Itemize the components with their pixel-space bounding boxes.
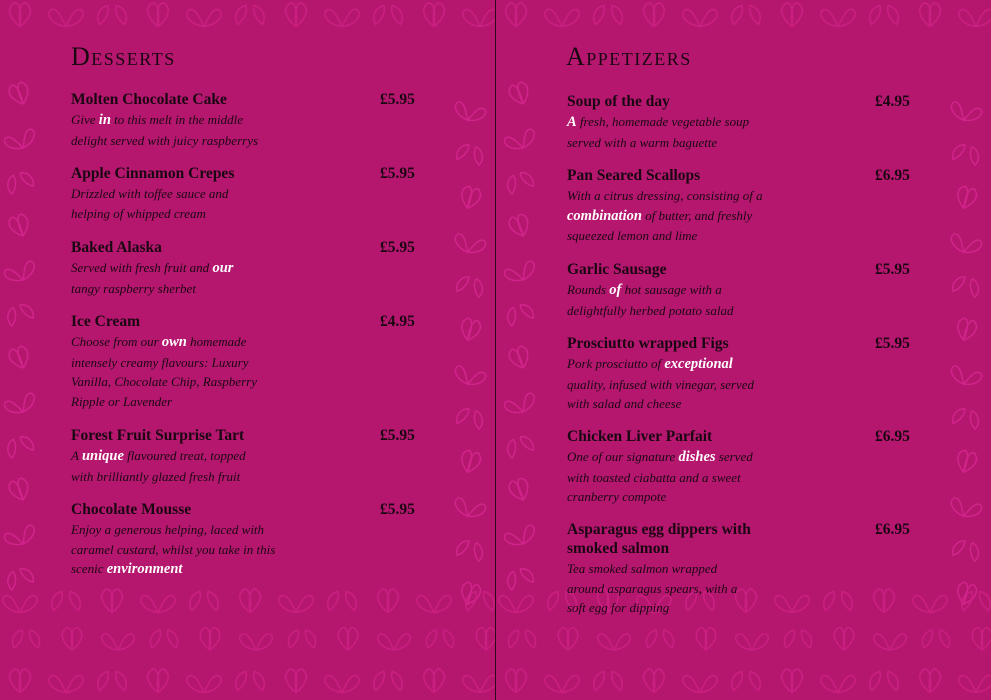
- description-text: Served with fresh fruit and: [71, 260, 213, 275]
- item-description: [71, 446, 271, 486]
- desserts-page: [0, 0, 495, 700]
- item-name: Chicken Liver Parfait: [567, 428, 713, 445]
- item-description: [567, 559, 752, 618]
- description-text: Pork prosciutto of: [567, 356, 665, 371]
- item-name: Prosciutto wrapped Figs: [567, 335, 729, 352]
- description-text: served with toasted ciabatta and a sweet cranberry compote: [567, 449, 753, 505]
- menu-item-baked-alaska: [71, 238, 431, 298]
- menu-item-chocolate-mousse: [71, 500, 431, 580]
- item-description: [567, 447, 762, 507]
- description-text: A: [71, 448, 82, 463]
- item-name: Ice Cream: [71, 313, 141, 330]
- item-price: £5.95: [380, 501, 415, 518]
- item-description: [71, 110, 276, 150]
- item-name: Baked Alaska: [71, 239, 162, 256]
- item-price: £5.95: [875, 335, 910, 352]
- menu-item-soup-of-the-day: [567, 92, 927, 152]
- item-name: Pan Seared Scallops: [567, 167, 701, 184]
- item-description: [567, 112, 757, 152]
- item-description: [71, 258, 251, 298]
- description-text: homemade intensely creamy flavours: Luxury Vanilla, Chocolate Chip, Raspberry Ripple or Lavender: [71, 334, 257, 410]
- highlight-word: of: [609, 282, 622, 298]
- menu-item-ice-cream: [71, 312, 431, 412]
- highlight-word: in: [98, 112, 111, 128]
- highlight-word: combination: [567, 207, 642, 224]
- description-text: hot sausage with a delightfully herbed potato salad: [567, 282, 734, 318]
- highlight-word: our: [212, 260, 234, 276]
- highlight-word: own: [161, 334, 187, 350]
- item-description: [71, 184, 251, 223]
- menu-item-asparagus-egg-dippers-with-smoked-salmon: [567, 520, 927, 618]
- item-name: Garlic Sausage: [567, 261, 667, 278]
- appetizers-heading: Appetizers: [566, 42, 692, 71]
- description-text: tangy raspberry sherbet: [71, 280, 196, 296]
- description-text: quality, infused with vinegar, served with salad and cheese: [567, 376, 755, 412]
- item-description: [567, 280, 742, 320]
- item-description: [567, 354, 767, 414]
- desserts-heading: Desserts: [71, 42, 176, 71]
- highlight-word: unique: [81, 448, 124, 464]
- menu-item-molten-chocolate-cake: [71, 90, 431, 150]
- highlight-word: environment: [106, 561, 183, 578]
- highlight-word: A: [567, 114, 577, 130]
- item-price: £6.95: [875, 428, 910, 445]
- description-text: Give: [71, 112, 99, 127]
- description-text: Rounds: [567, 282, 610, 297]
- item-price: £4.95: [875, 93, 910, 110]
- description-text: fresh, homemade vegetable soup served with a warm baguette: [567, 114, 750, 150]
- menu-item-chicken-liver-parfait: [567, 427, 927, 507]
- item-name: Soup of the day: [567, 93, 670, 110]
- item-name: Asparagus egg dippers with smoked salmon: [567, 521, 751, 557]
- item-price: £5.95: [380, 239, 415, 256]
- menu-item-prosciutto-wrapped-figs: [567, 334, 927, 414]
- item-name: Forest Fruit Surprise Tart: [71, 427, 245, 444]
- menu-item-apple-cinnamon-crepes: [71, 164, 431, 223]
- description-text: Enjoy a generous helping, laced with caramel custard, whilst you take in this scenic: [71, 522, 276, 577]
- menu-item-garlic-sausage: [567, 260, 927, 320]
- item-name: Apple Cinnamon Crepes: [71, 165, 235, 182]
- item-price: £5.95: [380, 427, 415, 444]
- item-name: Chocolate Mousse: [71, 501, 192, 518]
- highlight-word: exceptional: [664, 356, 733, 372]
- menu-item-forest-fruit-surprise-tart: [71, 426, 431, 486]
- appetizers-page: [496, 0, 991, 700]
- item-price: £6.95: [875, 167, 910, 184]
- item-price: £6.95: [875, 521, 910, 538]
- item-price: £5.95: [380, 91, 415, 108]
- description-text: flavoured treat, topped with brilliantly glazed fresh fruit: [71, 448, 246, 484]
- description-text: One of our signature: [567, 449, 679, 464]
- item-price: £4.95: [380, 313, 415, 330]
- description-text: Tea smoked salmon wrapped around asparagus spears, with a soft egg for dipping: [567, 561, 738, 616]
- item-price: £5.95: [380, 165, 415, 182]
- description-text: Choose from our: [71, 334, 162, 349]
- item-price: £5.95: [875, 261, 910, 278]
- description-text: to this melt in the middle delight served with juicy raspberrys: [71, 112, 259, 148]
- item-name: Molten Chocolate Cake: [71, 91, 227, 108]
- description-text: of butter, and freshly squeezed lemon and lime: [567, 207, 753, 244]
- description-text: With a citrus dressing, consisting of a: [567, 188, 763, 203]
- description-text: Drizzled with toffee sauce and helping of whipped cream: [71, 186, 229, 221]
- highlight-word: dishes: [678, 449, 716, 465]
- item-description: [71, 332, 276, 412]
- item-description: [71, 520, 281, 580]
- menu-item-pan-seared-scallops: [567, 166, 927, 246]
- item-description: [567, 186, 772, 246]
